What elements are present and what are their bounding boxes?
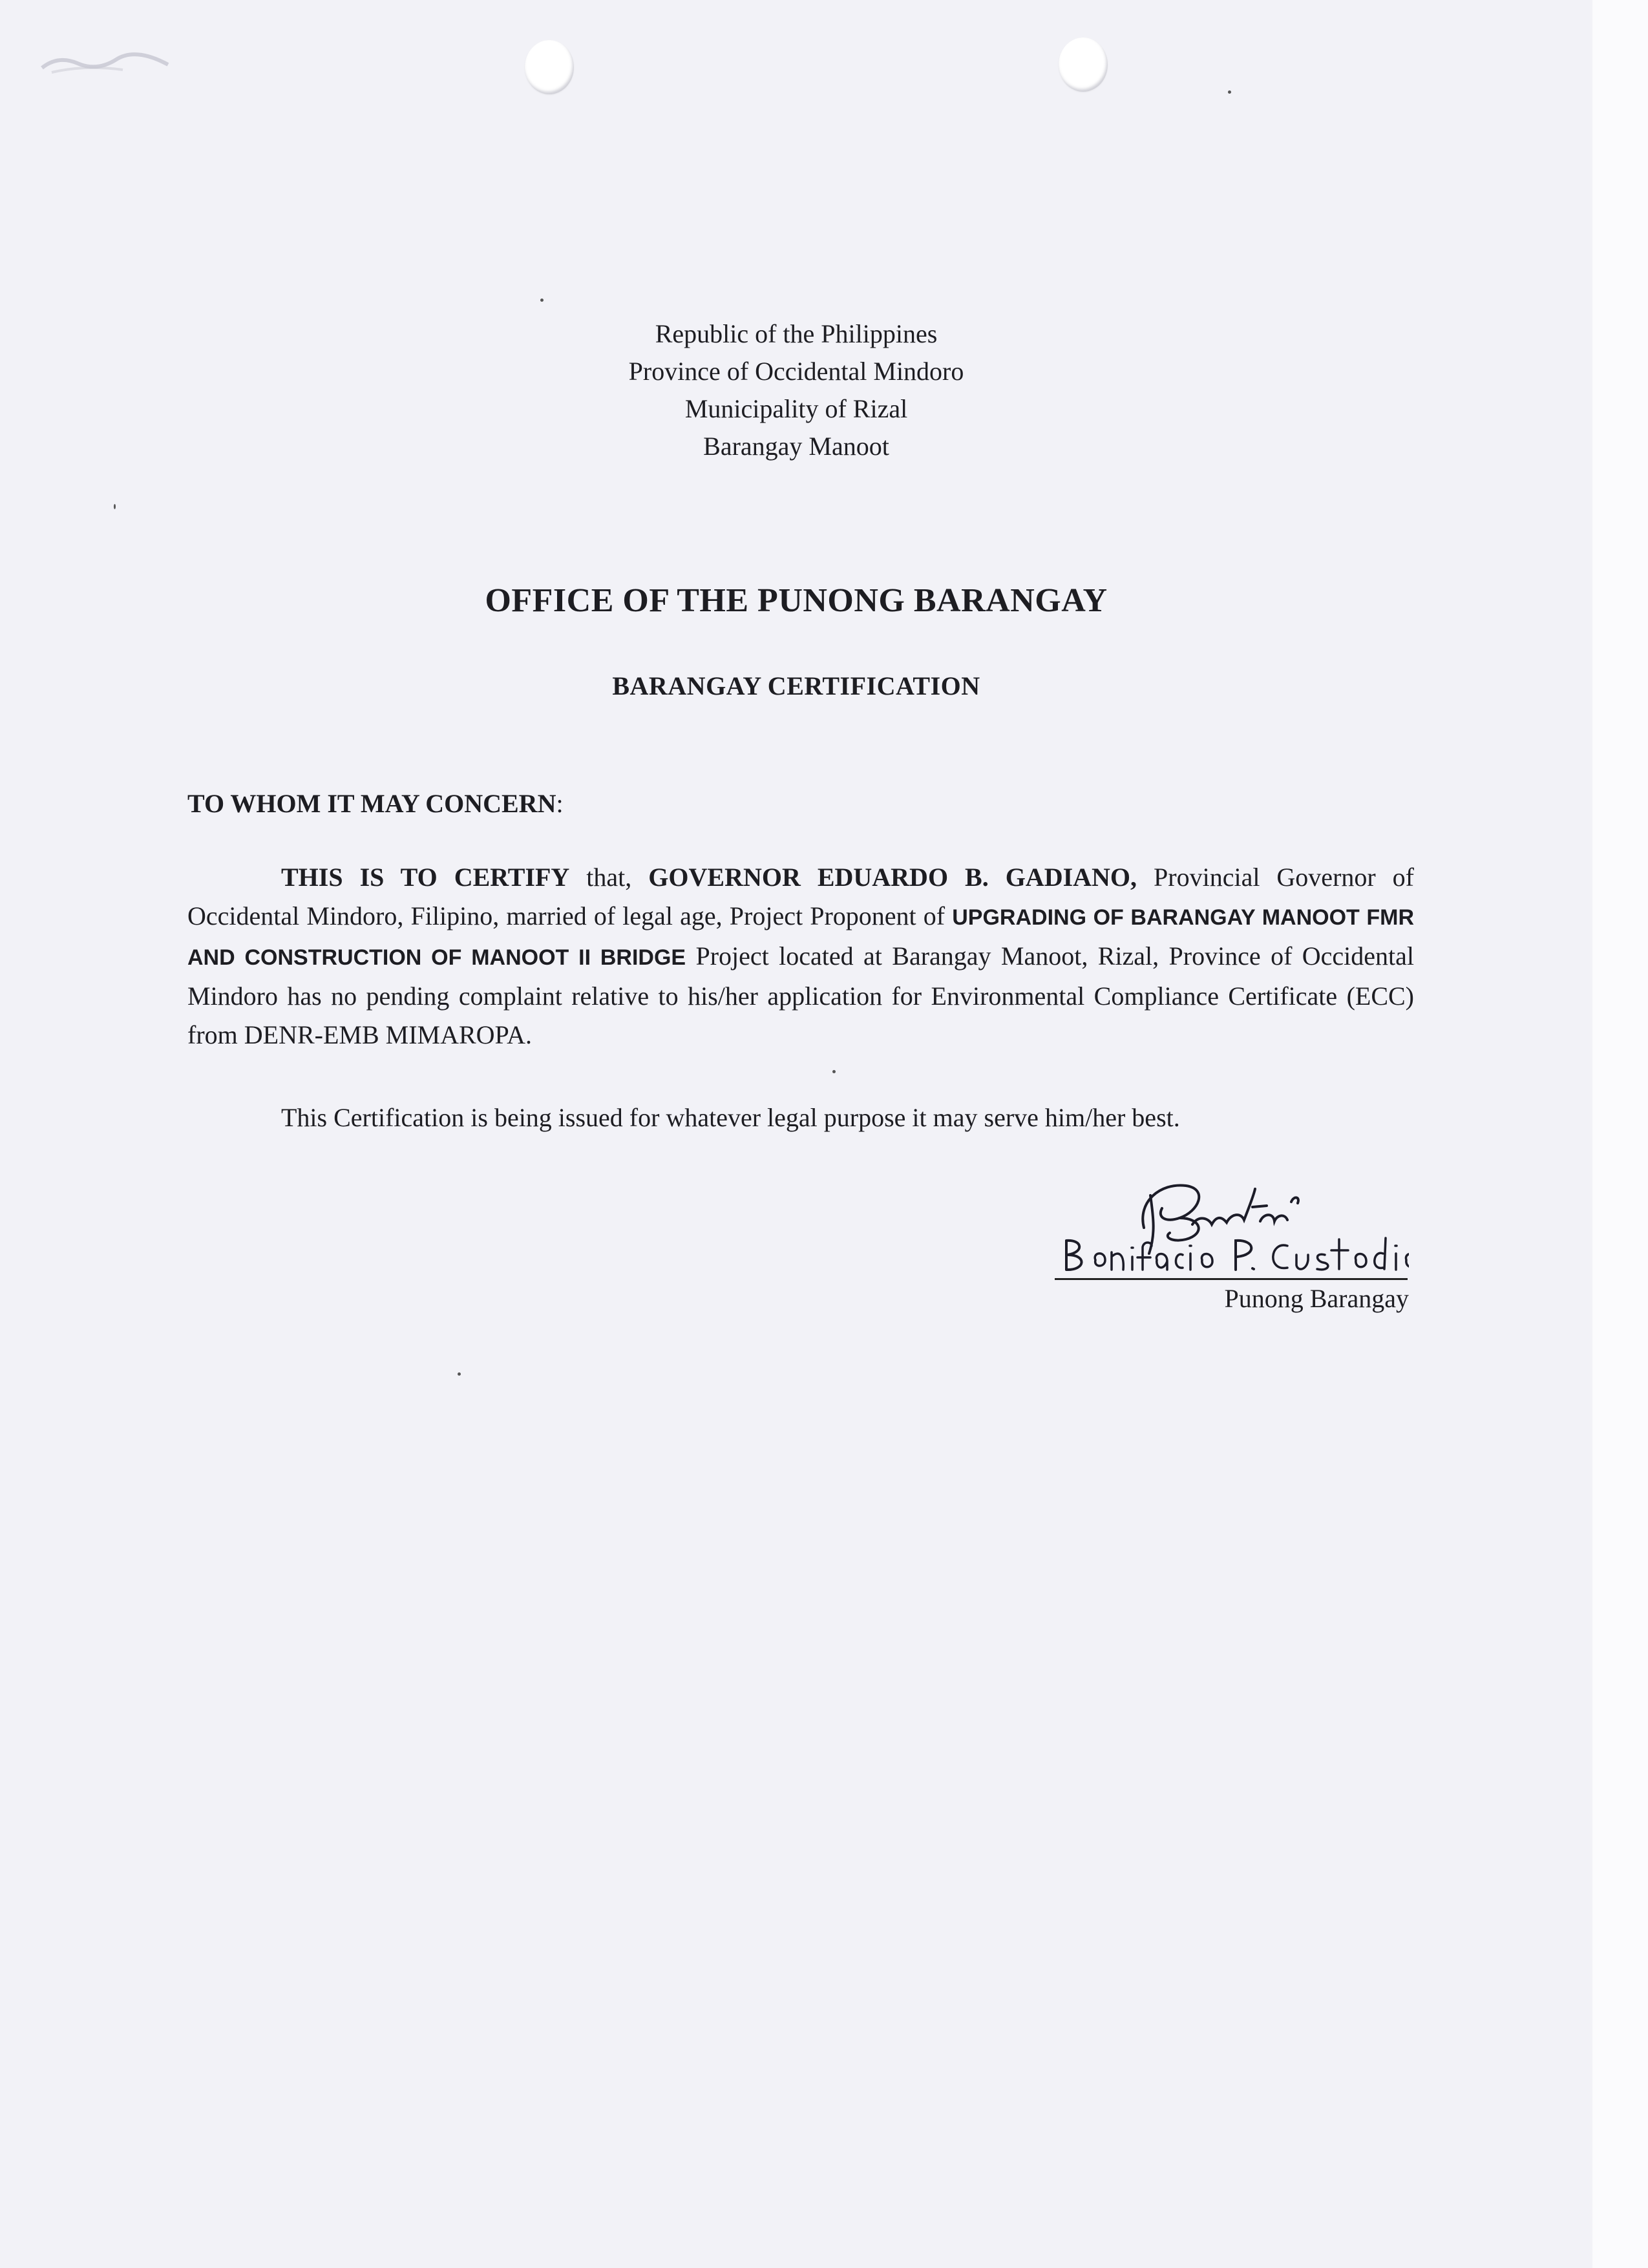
certify-that: that, [569,863,649,892]
salutation-colon: : [556,789,564,818]
paper-smudge [39,45,181,84]
certify-lead: THIS IS TO CERTIFY [281,863,570,892]
closing-paragraph: This Certification is being issued for whatever legal purpose it may serve him/her best. [281,1103,1180,1132]
office-title: OFFICE OF THE PUNONG BARANGAY [485,582,1108,619]
letterhead-barangay: Barangay Manoot [703,432,889,461]
certificate-title: BARANGAY CERTIFICATION [612,671,980,700]
paper-speck [114,504,116,509]
salutation [187,788,564,819]
proponent-name: GOVERNOR EDUARDO B. GADIANO, [648,863,1137,892]
scan-margin [1592,0,1648,2268]
salutation-text: TO WHOM IT MAY CONCERN [187,789,556,818]
handwritten-signature [1047,1157,1409,1279]
certification-paragraph [187,858,1414,1055]
certify-text-2: Project located at Barangay Manoot, Rizal, Province of Occidental Mindoro has no pending complaint relative to his/her application for Environmental Compliance Certificate (ECC) from DENR-EMB MIMAROPA. [187,941,1415,1049]
paper-speck [832,1070,836,1073]
punch-hole [1059,37,1108,92]
letterhead-country: Republic of the Philippines [655,319,938,348]
paper-speck [540,299,544,302]
punch-hole [525,40,574,94]
paper-speck [458,1372,461,1376]
project-name: UPGRADING OF BARANGAY MANOOT FMR AND CONSTRUCTION OF MANOOT II BRIDGE [187,905,1415,970]
letterhead-municipality: Municipality of Rizal [684,394,908,423]
paper-speck [1228,90,1231,94]
signature-block [1047,1157,1409,1325]
signatory-title: Punong Barangay [1224,1284,1409,1313]
letterhead [0,315,1592,465]
certify-text-1: Provincial Governor of Occidental Mindoro, Filipino, married of legal age, Project Proponent of [187,863,1415,930]
signature-line [1055,1278,1408,1280]
letterhead-province: Province of Occidental Mindoro [628,357,964,386]
